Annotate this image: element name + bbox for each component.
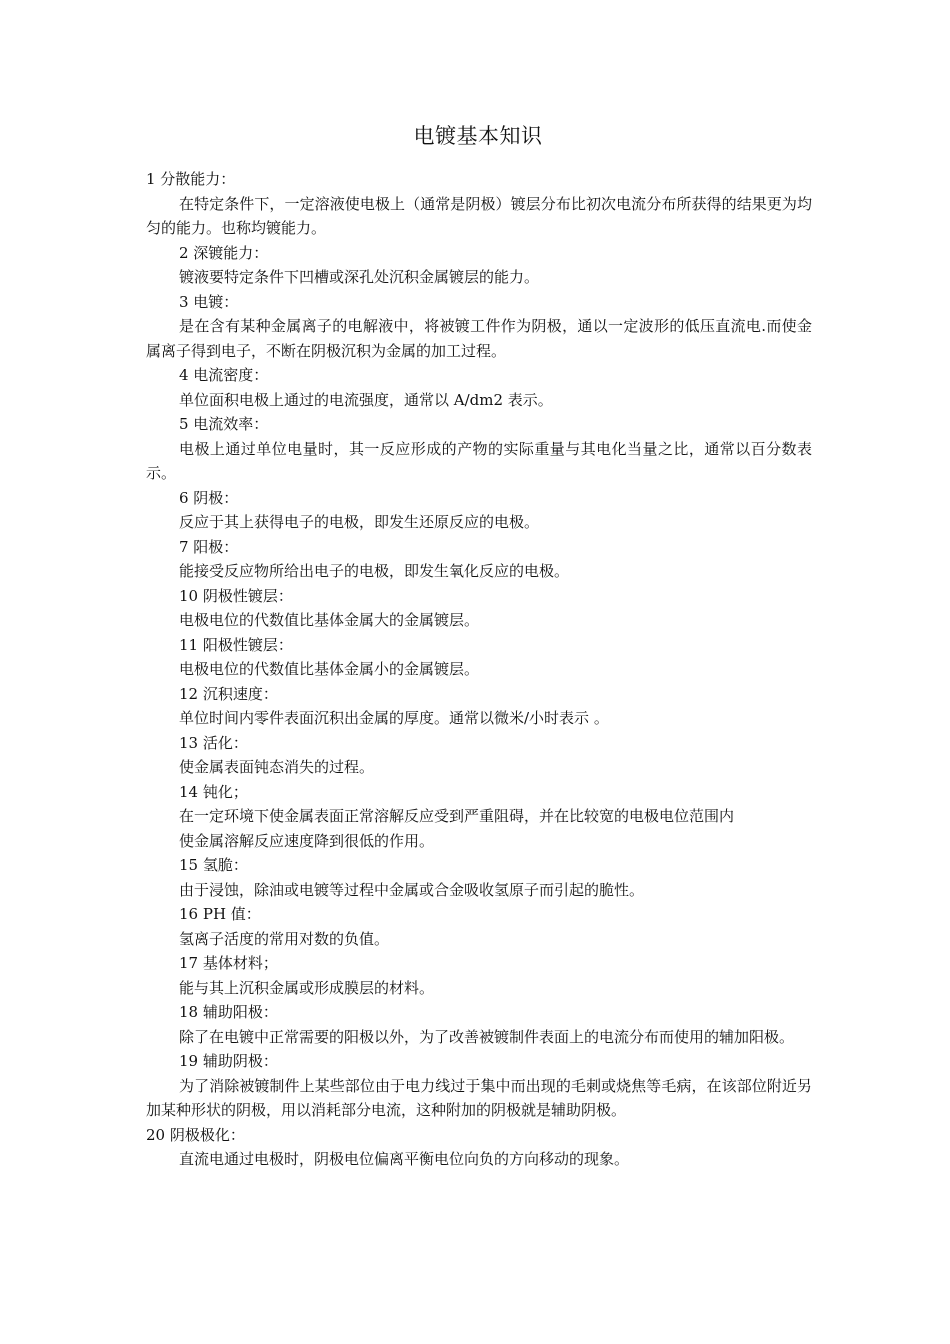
entry-20	[146, 1123, 812, 1172]
entry-definition: 电极电位的代数值比基体金属大的金属镀层。	[179, 611, 480, 629]
entry-13	[146, 731, 812, 780]
entry-2	[146, 241, 812, 290]
entry-definition: 能接受反应物所给出电子的电极，即发生氧化反应的电极。	[179, 562, 570, 580]
entry-definition: 直流电通过电极时，阴极电位偏离平衡电位向负的方向移动的现象。	[179, 1150, 630, 1168]
entry-definition: 为了消除被镀制件上某些部位由于电力线过于集中而出现的毛刺或烧焦等毛病，在该部位附近另加某种形状的阴极，用以消耗部分电流，这种附加的阴极就是辅助阴极。	[146, 1076, 812, 1119]
entry-definition: 单位时间内零件表面沉积出金属的厚度。通常以微米/小时表示 。	[179, 709, 609, 727]
entry-term: 20 阴极极化：	[146, 1125, 245, 1144]
entry-definition: 能与其上沉积金属或形成膜层的材料。	[179, 978, 435, 997]
entry-1	[146, 167, 812, 241]
entry-definition: 在一定环境下使金属表面正常溶解反应受到严重阻碍，并在比较宽的电极电位范围内	[179, 807, 735, 825]
entry-term: 14 钝化；	[179, 782, 248, 801]
entry-16	[146, 902, 812, 951]
entry-term: 5 电流效率：	[179, 415, 269, 433]
entry-11	[146, 633, 812, 682]
entry-term: 12 沉积速度：	[179, 684, 278, 703]
entry-18	[146, 1000, 812, 1049]
entry-10	[146, 584, 812, 633]
document-title: 电镀基本知识	[413, 124, 543, 148]
entry-definition: 镀液要特定条件下凹槽或深孔处沉积金属镀层的能力。	[179, 268, 540, 286]
entry-15	[146, 853, 812, 902]
entry-7	[146, 535, 812, 584]
document-body	[146, 167, 812, 1172]
entry-term: 13 活化：	[179, 733, 248, 752]
entry-term: 3 电镀：	[179, 292, 239, 311]
entry-term: 1 分散能力：	[146, 170, 236, 188]
entry-definition: 由于浸蚀，除油或电镀等过程中金属或合金吸收氢原子而引起的脆性。	[179, 880, 645, 899]
entry-term: 15 氢脆：	[179, 856, 248, 874]
entry-term: 10 阴极性镀层：	[179, 586, 293, 605]
entry-term: 7 阳极：	[179, 537, 239, 556]
entry-3	[146, 290, 812, 364]
entry-definition: 是在含有某种金属离子的电解液中，将被镀工件作为阴极，通以一定波形的低压直流电.而使金属离子得到电子，不断在阴极沉积为金属的加工过程。	[146, 317, 812, 360]
entry-4	[146, 363, 812, 412]
entry-definition: 反应于其上获得电子的电极，即发生还原反应的电极。	[179, 513, 540, 531]
entry-5	[146, 412, 812, 486]
entry-term: 18 辅助阳极：	[179, 1003, 278, 1021]
entry-definition: 在特定条件下，一定溶液使电极上（通常是阴极）镀层分布比初次电流分布所获得的结果更为均匀的能力。也称均镀能力。	[146, 194, 812, 237]
entry-definition: 氢离子活度的常用对数的负值。	[179, 929, 390, 948]
entry-definition-continued: 使金属溶解反应速度降到很低的作用。	[179, 831, 435, 850]
entry-definition: 单位面积电极上通过的电流强度，通常以 A/dm2 表示。	[179, 390, 553, 409]
entry-term: 16 PH 值：	[179, 905, 261, 923]
entry-definition: 电极电位的代数值比基体金属小的金属镀层。	[179, 660, 480, 678]
entry-17	[146, 951, 812, 1000]
entry-definition: 使金属表面钝态消失的过程。	[179, 758, 375, 776]
entry-term: 11 阳极性镀层：	[179, 635, 293, 654]
entry-term: 19 辅助阴极：	[179, 1052, 278, 1070]
entry-14	[146, 780, 812, 854]
entry-19	[146, 1049, 812, 1123]
entry-12	[146, 682, 812, 731]
entry-term: 6 阴极：	[179, 488, 239, 507]
entry-term: 17 基体材料；	[179, 954, 278, 972]
entry-definition: 除了在电镀中正常需要的阳极以外，为了改善被镀制件表面上的电流分布而使用的辅加阳极。	[179, 1027, 795, 1046]
entry-6	[146, 486, 812, 535]
entry-term: 4 电流密度：	[179, 366, 269, 384]
entry-definition: 电极上通过单位电量时，其一反应形成的产物的实际重量与其电化当量之比，通常以百分数表示。	[146, 439, 812, 482]
entry-term: 2 深镀能力：	[179, 243, 269, 262]
